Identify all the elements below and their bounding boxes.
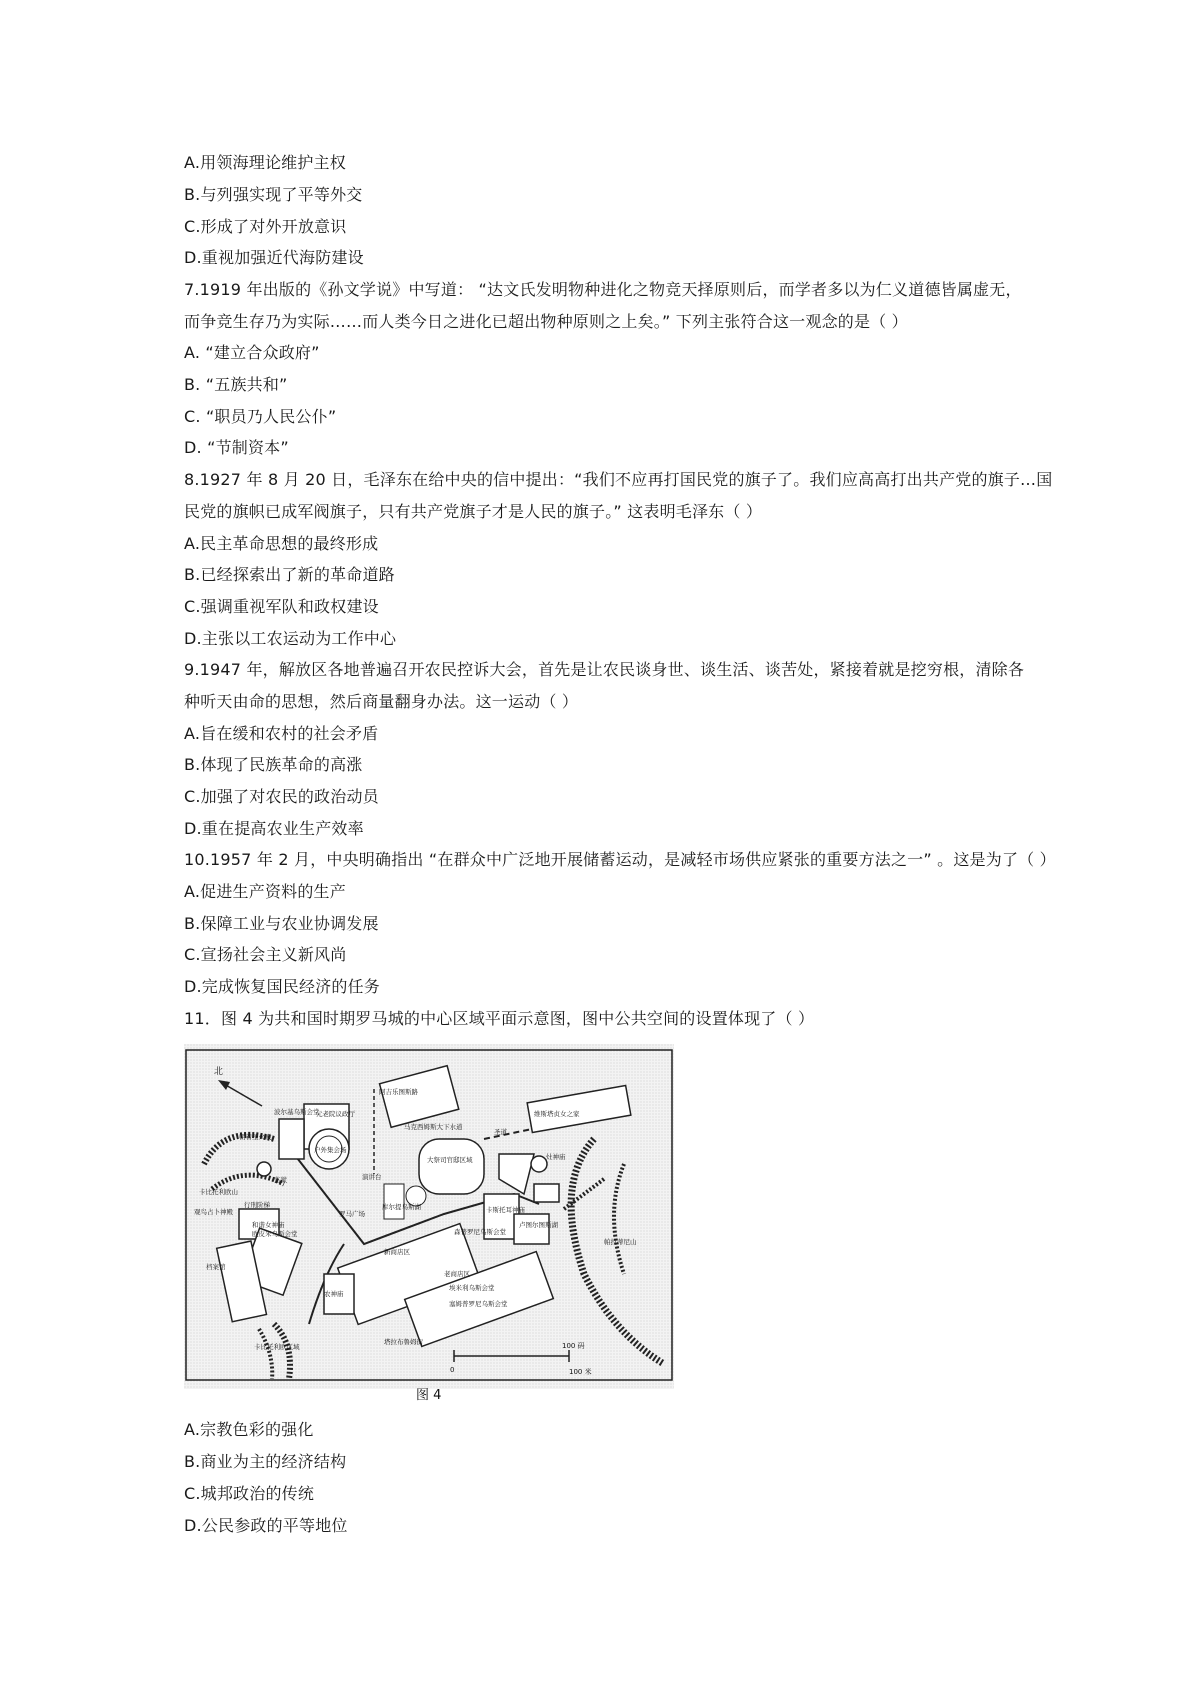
map-label-steps: 行刑阶梯	[244, 1201, 270, 1209]
q9-option-d: D.重在提高农业生产效率	[184, 819, 364, 838]
map-label-prison: 监狱	[274, 1176, 287, 1184]
q10-option-b: B.保障工业与农业协调发展	[184, 914, 379, 933]
map-label-capitoline: 卡比托利欧山	[199, 1188, 238, 1196]
q10-option-a: A.促进生产资料的生产	[184, 882, 346, 901]
q8-option-d: D.主张以工农运动为工作中心	[184, 629, 397, 648]
q7-option-b: B. “五族共和”	[184, 375, 288, 394]
map-label-temple: 朝着圣火殿	[239, 1133, 272, 1141]
map-label-old-shops: 老商店区	[444, 1270, 470, 1278]
q6-option-c: C.形成了对外开放意识	[184, 217, 347, 236]
map-label-vesta: 灶神庙	[546, 1153, 566, 1161]
q7-stem-line-2: 而争竞生存乃为实际……而人类今日之进化已超出物种原则之上矣。” 下列主张符合这一观念的是（ ）	[184, 312, 908, 331]
q11-option-a: A.宗教色彩的强化	[184, 1420, 314, 1439]
q8-stem-line-1: 8.1927 年 8 月 20 日，毛泽东在给中央的信中提出：“我们不应再打国民党的旗子了。我们应高高打出共产党的旗子…国	[184, 470, 1053, 489]
figure-caption: 图 4	[416, 1388, 442, 1403]
map-label-curia: 元老院议政厅	[316, 1110, 355, 1118]
q9-stem-line-2: 种听天由命的思想，然后商量翻身办法。这一运动（ ）	[184, 692, 579, 711]
scale-zero: 0	[450, 1366, 455, 1374]
q7-option-a: A. “建立合众政府”	[184, 343, 320, 362]
q9-option-b: B.体现了民族革命的高涨	[184, 755, 363, 774]
map-label-basilica-sempronia: 森普罗尼乌斯会堂	[454, 1228, 506, 1236]
map-label-tabularium: 档案馆	[206, 1263, 226, 1271]
map-label-regia: 大祭司官邸区域	[427, 1156, 473, 1164]
map-label-auguraculum: 观鸟占卜神殿	[194, 1208, 233, 1216]
q9-option-a: A.旨在缓和农村的社会矛盾	[184, 724, 379, 743]
map-label-saturn: 农神庙	[324, 1290, 344, 1298]
map-label-basilica-opimia: 欧皮米乌斯会堂	[252, 1230, 298, 1238]
map-label-lacus: 卢图尔图斯湖	[519, 1221, 558, 1229]
q7-stem-line-1: 7.1919 年出版的《孙文学说》中写道： “达文氏发明物种进化之物竞天择原则后，而学者多以为仁义道德皆属虚无，	[184, 280, 1022, 299]
q10-option-d: D.完成恢复国民经济的任务	[184, 977, 381, 996]
map-label-lacus-curtius: 库尔提乌斯湖	[382, 1203, 421, 1211]
map-label-cloaca: 马克西姆斯大下水道	[404, 1123, 463, 1131]
map-label-vestals: 维斯塔贞女之家	[534, 1110, 580, 1118]
scale-yards: 100 码	[562, 1342, 585, 1350]
scale-meters: 100 米	[569, 1368, 592, 1376]
q11-option-d: D.公民参政的平等地位	[184, 1516, 348, 1535]
map-label-new-shops: 新商店区	[384, 1248, 410, 1256]
q6-option-d: D.重视加强近代海防建设	[184, 248, 364, 267]
map-label-forum: 罗马广场	[339, 1210, 365, 1218]
figure-4-map	[184, 1044, 674, 1404]
q11-option-b: B.商业为主的经济结构	[184, 1452, 347, 1471]
q8-option-b: B.已经探索出了新的革命道路	[184, 565, 395, 584]
q8-stem-line-2: 民党的旗帜已成军阀旗子，只有共产党旗子才是人民的旗子。” 这表明毛泽东（ ）	[184, 502, 763, 521]
q7-option-d: D. “节制资本”	[184, 438, 289, 457]
map-label-rostra: 演讲台	[362, 1173, 382, 1181]
map-label-castor: 卡斯托耳神庙	[486, 1206, 525, 1214]
map-label-argiletum: 阿吉乐图斯路	[379, 1088, 418, 1096]
q6-option-a: A.用领海理论维护主权	[184, 153, 346, 172]
north-label: 北	[214, 1067, 224, 1077]
map-label-concord: 和谐女神庙	[252, 1221, 285, 1229]
q9-stem-line-1: 9.1947 年，解放区各地普遍召开农民控诉大会，首先是让农民谈身世、谈生活、谈苦处，紧接着就是挖穷根，清除各	[184, 660, 1025, 679]
map-label-basilica-aemilia: 埃米利乌斯会堂	[449, 1284, 495, 1292]
map-label-basilica-sempronia-2: 塞姆普罗尼乌斯会堂	[449, 1300, 508, 1308]
q11-option-c: C.城邦政治的传统	[184, 1484, 315, 1503]
q10-option-c: C.宣扬社会主义新风尚	[184, 945, 347, 964]
map-label-palatine: 帕拉蒂尼山	[604, 1238, 637, 1246]
q6-option-b: B.与列强实现了平等外交	[184, 185, 363, 204]
map-label-sacra-via: 圣道	[494, 1128, 507, 1136]
map-label-street: 塔拉布鲁姆街	[384, 1338, 423, 1346]
q10-stem-line-1: 10.1957 年 2 月，中央明确指出 “在群众中广泛地开展储蓄运动，是减轻市场供应紧张的重要方法之一” 。这是为了（ ）	[184, 850, 1056, 869]
map-label-capitol-area: 卡比托利欧区域	[254, 1343, 300, 1351]
q9-option-c: C.加强了对农民的政治动员	[184, 787, 379, 806]
q8-option-a: A.民主革命思想的最终形成	[184, 534, 379, 553]
map-label-basilica-porcia: 波尔基乌斯会堂	[274, 1108, 320, 1116]
q8-option-c: C.强调重视军队和政权建设	[184, 597, 379, 616]
q7-option-c: C. “职员乃人民公仆”	[184, 407, 337, 426]
q11-stem-line-1: 11．图 4 为共和国时期罗马城的中心区域平面示意图，图中公共空间的设置体现了（ ）	[184, 1009, 815, 1028]
map-label-comitium: 户外集会场	[314, 1146, 347, 1154]
